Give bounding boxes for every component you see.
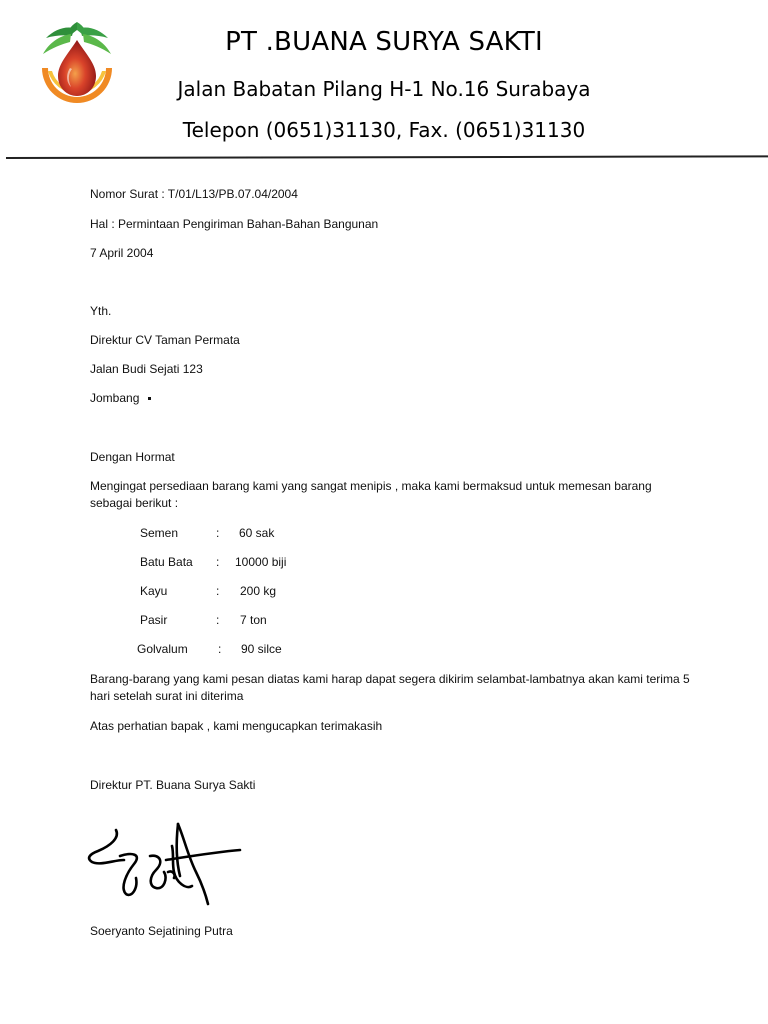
intro-paragraph: Mengingat persediaan barang kami yang sangat menipis , maka kami bermaksud untuk memesan barang sebagai berikut : xyxy=(90,479,652,510)
recipient-street: Jalan Budi Sejati 123 xyxy=(90,362,203,376)
recipient-salutation: Yth. xyxy=(90,304,112,318)
recipient-city: Jombang xyxy=(90,391,140,405)
item-colon: : xyxy=(216,613,220,627)
item-value: 7 ton xyxy=(240,613,267,627)
body-paragraph: Barang-barang yang kami pesan diatas kami harap dapat segera dikirim selambat-lambatnya akan kami terima 5 hari setelah surat ini diterima xyxy=(90,672,690,703)
item-value: 10000 biji xyxy=(235,555,287,569)
header-divider xyxy=(6,155,768,159)
closing-line: Atas perhatian bapak , kami mengucapkan terimakasih xyxy=(90,719,383,733)
item-colon: : xyxy=(218,642,222,656)
handwritten-signature xyxy=(80,816,245,908)
item-value: 200 kg xyxy=(240,584,277,598)
letter-date: 7 April 2004 xyxy=(90,246,154,260)
item-name: Batu Bata xyxy=(140,555,193,569)
company-phone: Telepon (0651)31130, Fax. (0651)31130 xyxy=(182,118,586,142)
bullet-mark xyxy=(148,397,151,400)
recipient-name: Direktur CV Taman Permata xyxy=(90,333,240,347)
item-name: Kayu xyxy=(140,584,168,598)
greeting: Dengan Hormat xyxy=(90,450,175,464)
letter-subject: Hal : Permintaan Pengiriman Bahan-Bahan Bangunan xyxy=(90,217,379,231)
company-address: Jalan Babatan Pilang H-1 No.16 Surabaya xyxy=(177,77,591,101)
item-colon: : xyxy=(216,584,220,598)
company-name: PT .BUANA SURYA SAKTI xyxy=(225,27,543,57)
item-value: 60 sak xyxy=(239,526,275,540)
recipient-city-line xyxy=(90,391,151,405)
signer-title: Direktur PT. Buana Surya Sakti xyxy=(90,778,256,792)
item-name: Pasir xyxy=(140,613,168,627)
item-value: 90 silce xyxy=(241,642,282,656)
item-colon: : xyxy=(216,526,220,540)
item-name: Semen xyxy=(140,526,179,540)
item-name: Golvalum xyxy=(137,642,188,656)
signer-name: Soeryanto Sejatining Putra xyxy=(90,924,233,938)
letter-number: Nomor Surat : T/01/L13/PB.07.04/2004 xyxy=(90,187,298,201)
item-colon: : xyxy=(216,555,220,569)
